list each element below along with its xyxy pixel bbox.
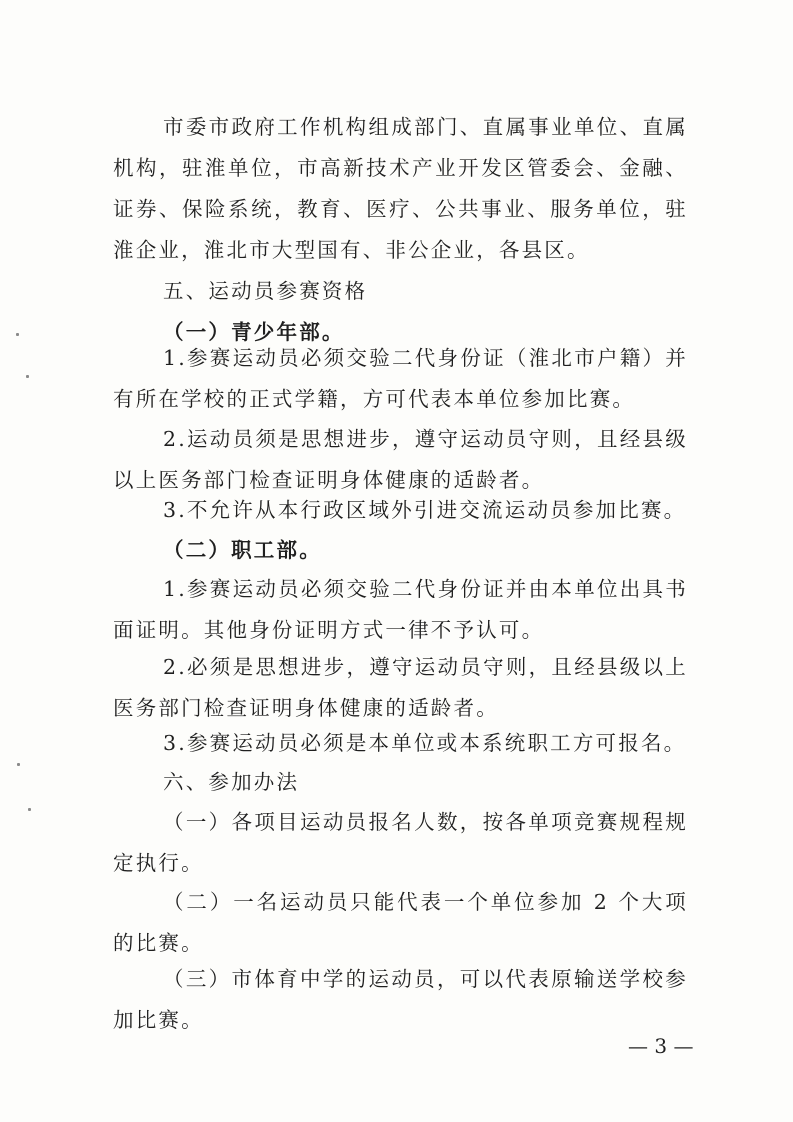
subheading-staff-division: （二）职工部。 — [163, 538, 322, 562]
staff-rule-2: 2.必须是思想进步，遵守运动员守则，且经县级以上医务部门检查证明身体健康的适龄者。 — [113, 655, 688, 720]
method-item-2: （二）一名运动员只能代表一个单位参加 2 个大项的比赛。 — [113, 890, 688, 955]
subheading-youth-division: （一）青少年部。 — [163, 320, 345, 344]
method-item-1: （一）各项目运动员报名人数，按各单项竞赛规程规定执行。 — [113, 810, 688, 875]
section-heading-participation-method: 六、参加办法 — [163, 770, 300, 794]
staff-rule-1: 1.参赛运动员必须交验二代身份证并由本单位出具书面证明。其他身份证明方式一律不予认可。 — [113, 577, 688, 642]
youth-rule-1: 1.参赛运动员必须交验二代身份证（淮北市户籍）并有所在学校的正式学籍，方可代表本单位参加比赛。 — [113, 346, 688, 411]
participating-units-paragraph: 市委市政府工作机构组成部门、直属事业单位、直属机构，驻淮单位，市高新技术产业开发区管委会、金融、证券、保险系统，教育、医疗、公共事业、服务单位，驻淮企业，淮北市大型国有、非公企业，各县区。 — [113, 115, 688, 262]
youth-rule-2: 2.运动员须是思想进步，遵守运动员守则，且经县级以上医务部门检查证明身体健康的适龄者。 — [113, 427, 688, 492]
scan-speck — [26, 375, 29, 378]
scan-speck — [16, 333, 19, 336]
scan-speck — [17, 763, 20, 766]
scan-speck — [28, 808, 31, 811]
staff-rule-3: 3.参赛运动员必须是本单位或本系统职工方可报名。 — [163, 731, 687, 755]
page-number: — 3 — — [628, 1034, 694, 1058]
youth-rule-3: 3.不允许从本行政区域外引进交流运动员参加比赛。 — [163, 498, 687, 522]
section-heading-athlete-eligibility: 五、运动员参赛资格 — [163, 279, 368, 303]
method-item-3: （三）市体育中学的运动员，可以代表原输送学校参加比赛。 — [113, 967, 688, 1032]
